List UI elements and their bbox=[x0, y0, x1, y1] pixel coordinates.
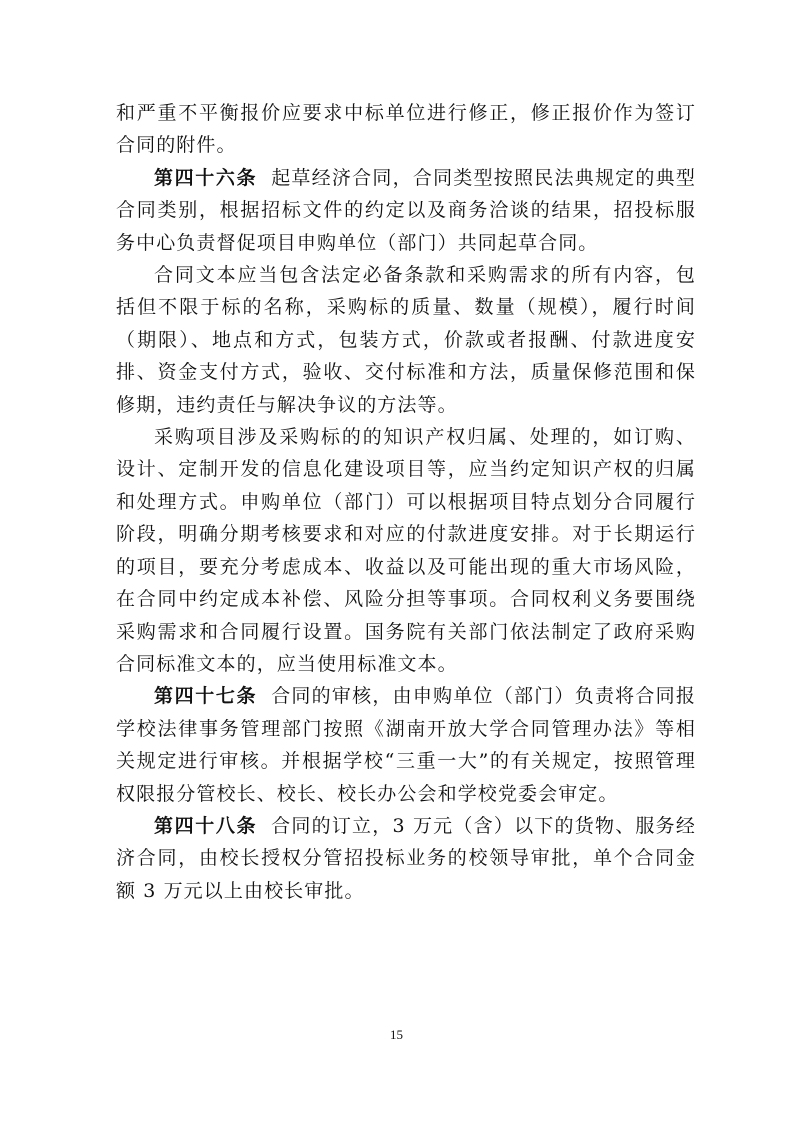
paragraph-text: 合同的审核，由申购单位（部门）负责将合同报学校法律事务管理部门按照《湖南开放大学合同管理办法》等相关规定进行审核。并根据学校“三重一大”的有关规定，按照管理权限报分管校长、校长、校长办公会和学校党委会审定。 bbox=[116, 685, 696, 805]
article-48-paragraph bbox=[116, 810, 696, 907]
paragraph-text: 合同文本应当包含法定必备条款和采购需求的所有内容，包括但不限于标的名称，采购标的质量、数量（规模），履行时间（期限）、地点和方式，包装方式，价款或者报酬、付款进度安排、资金支付方式，验收、交付标准和方法，质量保修范围和保修期，违约责任与解决争议的方法等。 bbox=[116, 264, 696, 416]
paragraph-text: 合同的订立，3 万元（含）以下的货物、服务经济合同，由校长授权分管招投标业务的校领导审批，单个合同金额 3 万元以上由校长审批。 bbox=[116, 814, 696, 902]
paragraph-text: 和严重不平衡报价应要求中标单位进行修正，修正报价作为签订合同的附件。 bbox=[116, 102, 696, 157]
paragraph-text: 采购项目涉及采购标的的知识产权归属、处理的，如订购、设计、定制开发的信息化建设项目等，应当约定知识产权的归属和处理方式。申购单位（部门）可以根据项目特点划分合同履行阶段，明确分期考核要求和对应的付款进度安排。对于长期运行的项目，要充分考虑成本、收益以及可能出现的重大市场风险，在合同中约定成本补偿、风险分担等事项。合同权利义务要围绕采购需求和合同履行设置。国务院有关部门依法制定了政府采购合同标准文本的，应当使用标准文本。 bbox=[116, 426, 696, 675]
contract-content-paragraph bbox=[116, 259, 696, 421]
article-heading: 第四十八条 bbox=[154, 814, 258, 837]
article-46-paragraph bbox=[116, 162, 696, 259]
article-heading: 第四十六条 bbox=[154, 166, 258, 189]
article-heading: 第四十七条 bbox=[154, 685, 258, 708]
intellectual-property-paragraph bbox=[116, 421, 696, 680]
document-body bbox=[116, 97, 696, 907]
article-47-paragraph bbox=[116, 680, 696, 810]
paragraph-continuation bbox=[116, 97, 696, 162]
page-number: 15 bbox=[390, 1027, 403, 1042]
paragraph-text: 起草经济合同，合同类型按照民法典规定的典型合同类别，根据招标文件的约定以及商务洽谈的结果，招投标服务中心负责督促项目申购单位（部门）共同起草合同。 bbox=[116, 166, 696, 254]
